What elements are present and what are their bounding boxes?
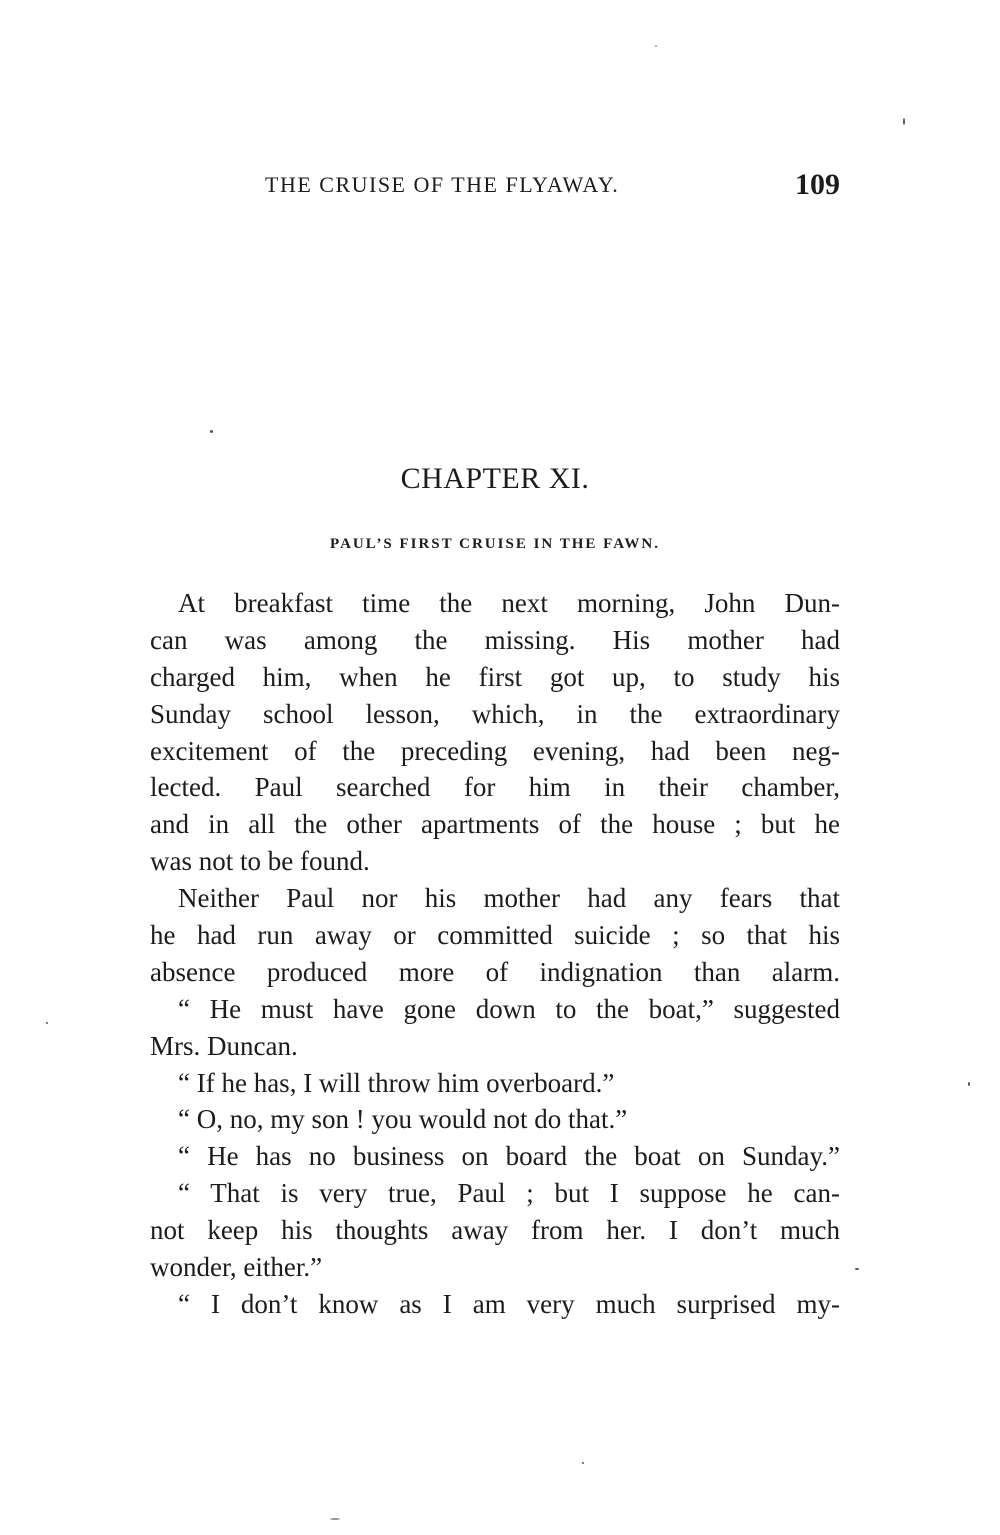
text-line: “ I don’t know as I am very much surprised my-	[178, 1288, 840, 1319]
scan-speck	[210, 430, 213, 433]
text-line: “ He must have gone down to the boat,” suggested	[178, 993, 840, 1024]
scan-speck	[655, 45, 657, 47]
text-line: lected. Paul searched for him in their chamber,	[150, 772, 840, 803]
running-head	[150, 168, 840, 212]
text-line: excitement of the preceding evening, had been neg-	[150, 735, 840, 766]
chapter-title: CHAPTER XI.	[400, 462, 590, 495]
body-text	[150, 585, 840, 1323]
scan-speck	[968, 1082, 970, 1086]
text-line: “ O, no, my son ! you would not do that.”	[178, 1104, 628, 1135]
scan-speck	[46, 1022, 48, 1024]
text-line: Mrs. Duncan.	[150, 1030, 298, 1061]
text-line: Sunday school lesson, which, in the extraordinary	[150, 698, 840, 729]
text-line: not keep his thoughts away from her. I don’t much	[150, 1215, 840, 1246]
running-title: THE CRUISE OF THE FLYAWAY.	[265, 172, 620, 197]
scan-speck	[855, 1268, 859, 1270]
text-line: wonder, either.”	[150, 1252, 323, 1283]
text-line: he had run away or committed suicide ; so that his	[150, 920, 840, 951]
text-line: “ That is very true, Paul ; but I suppose he can-	[178, 1178, 840, 1209]
scan-speck	[582, 1462, 584, 1464]
text-line: At breakfast time the next morning, John Dun-	[178, 588, 840, 618]
chapter-subtitle: PAUL’S FIRST CRUISE IN THE FAWN.	[330, 536, 660, 552]
text-line: “ If he has, I will throw him overboard.”	[178, 1067, 615, 1098]
text-line: charged him, when he first got up, to study his	[150, 661, 840, 692]
scan-speck	[903, 118, 905, 125]
text-line: Neither Paul nor his mother had any fears that	[178, 883, 840, 914]
page-number: 109	[795, 168, 840, 201]
text-line: “ He has no business on board the boat on Sunday.”	[178, 1141, 840, 1172]
text-line: and in all the other apartments of the house ; but he	[150, 809, 840, 840]
scan-speck	[330, 1518, 340, 1520]
text-line: can was among the missing. His mother had	[150, 624, 840, 655]
text-line: absence produced more of indignation than alarm.	[150, 956, 840, 987]
text-line: was not to be found.	[150, 846, 370, 877]
